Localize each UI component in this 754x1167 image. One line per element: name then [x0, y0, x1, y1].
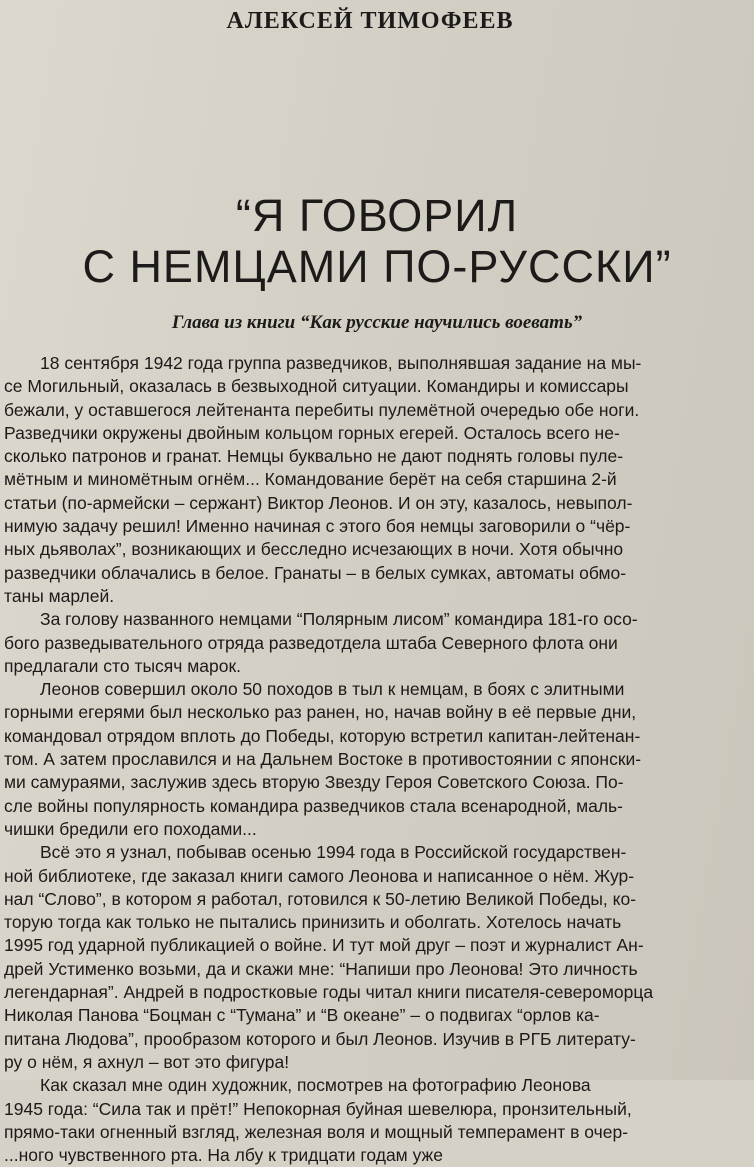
text-line: сколько патронов и гранат. Немцы буквально не дают поднять головы пуле-	[4, 446, 624, 467]
text-line: ми самураями, заслужив здесь вторую Звезду Героя Советского Союза. По-	[4, 772, 624, 793]
text-line: се Могильный, оказалась в безвыходной ситуации. Командиры и комиссары	[4, 376, 629, 397]
text-line: таны марлей.	[4, 585, 115, 606]
text-line: Всё это я узнал, побывав осенью 1994 года в Российской государствен-	[40, 842, 627, 863]
text-line: 18 сентября 1942 года группа разведчиков, выполнявшая задание на мы-	[40, 353, 642, 373]
text-line: легендарная”. Андрей в подростковые годы читал книги писателя-североморца	[4, 982, 654, 1003]
text-line: нимую задачу решил! Именно начиная с этого боя немцы заговорили о “чёр-	[4, 516, 631, 537]
text-line: бежали, у оставшегося лейтенанта перебиты пулемётной очередью обе ноги.	[4, 399, 640, 420]
text-line: дрей Устименко возьми, да и скажи мне: “Напиши про Леонова! Это личность	[4, 958, 638, 979]
text-line: Николая Панова “Боцман с “Тумана” и “В океане” – о подвигах “орлов ка-	[4, 1005, 600, 1026]
text-line: разведчики облачались в белое. Гранаты – в белых сумках, автоматы обмо-	[4, 562, 627, 583]
text-line: Разведчики окружены двойным кольцом горных егерей. Осталось всего не-	[4, 422, 620, 443]
text-line: том. А затем прославился и на Дальнем Востоке в противостоянии с японски-	[4, 749, 642, 770]
text-line: питана Людова”, прообразом которого и был Леонов. Изучив в РГБ литерату-	[4, 1028, 636, 1049]
article-body	[4, 352, 744, 1167]
article-title	[0, 190, 754, 292]
text-line: 1945 года: “Сила так и прёт!” Непокорная буйная шевелюра, пронзительный,	[4, 1098, 632, 1119]
text-line: За голову названного немцами “Полярным лисом” командира 181-го осо-	[40, 609, 638, 630]
text-line: Как сказал мне один художник, посмотрев на фотографию Леонова	[40, 1075, 591, 1096]
text-line: предлагали сто тысяч марок.	[4, 655, 242, 676]
text-line: командовал отрядом вплоть до Победы, которую встретил капитан-лейтенан-	[4, 725, 641, 746]
article-subtitle: Глава из книги “Как русские научились воевать”	[171, 312, 583, 333]
text-line: нал “Слово”, в котором я работал, готовился к 50-летию Великой Победы, ко-	[4, 888, 637, 909]
text-line: ной библиотеке, где заказал книги самого Леонова и написанное о нём. Жур-	[4, 865, 635, 886]
text-line: ных дьяволах”, возникающих и бесследно исчезающих в ночи. Хотя обычно	[4, 539, 624, 560]
text-line: 1995 год ударной публикацией о войне. И тут мой друг – поэт и журналист Ан-	[4, 935, 644, 956]
text-line: статьи (по-армейски – сержант) Виктор Леонов. И он эту, казалось, невыпол-	[4, 492, 633, 513]
text-line: ...ного чувственного рта. На лбу к тридцати годам уже	[4, 1145, 443, 1166]
title-line: С НЕМЦАМИ ПО-РУССКИ”	[82, 241, 672, 292]
text-line: мётным и миномётным огнём... Командование берёт на себя старшина 2-й	[4, 469, 617, 490]
text-line: горными егерями был несколько раз ранен, но, начав войну в её первые дни,	[4, 702, 637, 723]
text-line: чишки бредили его походами...	[4, 818, 257, 839]
text-line: Леонов совершил около 50 походов в тыл к немцам, в боях с элитными	[40, 679, 625, 700]
text-line: торую тогда как только не пытались принизить и оболгать. Хотелось начать	[4, 912, 622, 933]
text-line: сле войны популярность командира разведчиков стала всенародной, маль-	[4, 795, 623, 816]
text-line: прямо-таки огненный взгляд, железная воля и мощный темперамент в очер-	[4, 1121, 629, 1142]
author-header: АЛЕКСЕЙ ТИМОФЕЕВ	[226, 8, 514, 34]
text-line: бого разведывательного отряда разведотдела штаба Северного флота они	[4, 632, 618, 653]
text-line: ру о нём, я ахнул – вот это фигура!	[4, 1051, 290, 1072]
title-line: “Я ГОВОРИЛ	[235, 190, 519, 241]
